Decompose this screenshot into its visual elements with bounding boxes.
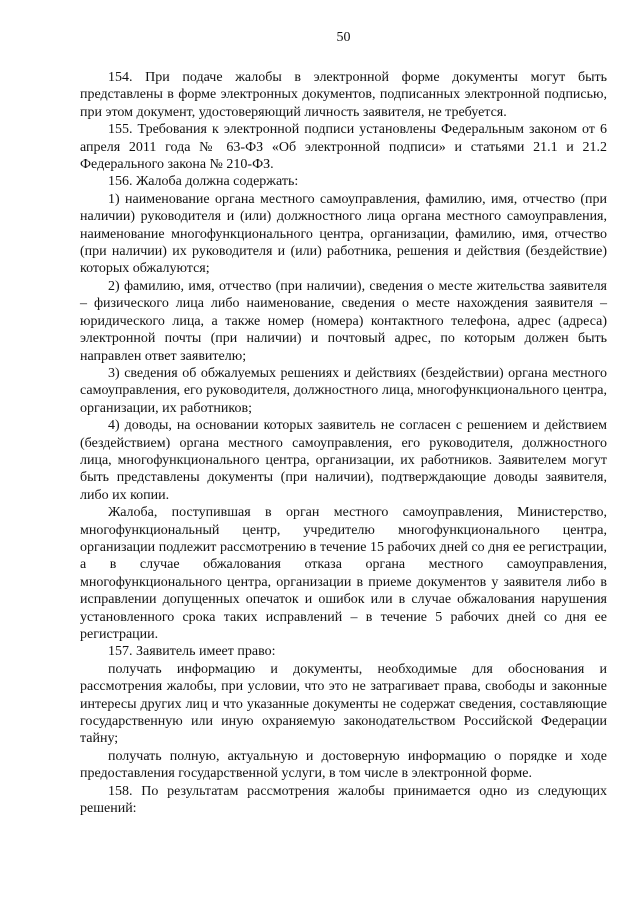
list-item-4: 4) доводы, на основании которых заявитель не согласен с решением и действием (бездействием) органа местного самоуправления, его руководителя, должностного лица, многофункционального центра, организации, их работников. Заявителем могут быть представлены документы (при наличии), подтверждающие доводы заявителя, либо их копии.: [80, 418, 607, 503]
list-item-3: 3) сведения об обжалуемых решениях и действиях (бездействии) органа местного самоуправления, его руководителя, должностного лица, многофункционального центра, организации, их работников;: [80, 365, 607, 416]
list-item-1: 1) наименование органа местного самоуправления, фамилию, имя, отчество (при наличии) руководителя и (или) должностного лица органа местного самоуправления, наименование многофункционального центра, организации, фамилию, имя, отчество (при наличии) их руководителя и (или) работника, решения и действия (бездействие) которых обжалуются;: [80, 191, 607, 277]
right-item-1: получать информацию и документы, необходимые для обоснования и рассмотрения жалобы, при условии, что это не затрагивает права, свободы и законные интересы других лиц и что указанные документы не содержат сведения, составляющие государственную или иную охраняемую законодательством Российской Федерации тайну;: [80, 661, 607, 747]
right-item-2: получать полную, актуальную и достоверную информацию о порядке и ходе предоставления государственной услуги, в том числе в электронной форме.: [80, 748, 607, 782]
page-number: 50: [336, 30, 351, 45]
paragraph-158: 158. По результатам рассмотрения жалобы принимается одно из следующих решений:: [80, 783, 607, 817]
paragraph-155: 155. Требования к электронной подписи установлены Федеральным законом от 6 апреля 2011 года № 63-ФЗ «Об электронной подписи» и статьями 21.1 и 21.2 Федерального закона № 210-ФЗ.: [80, 122, 607, 173]
paragraph-157: 157. Заявитель имеет право:: [108, 644, 276, 660]
list-item-2: 2) фамилию, имя, отчество (при наличии), сведения о месте жительства заявителя – физического лица либо наименование, сведения о месте нахождения заявителя – юридического лица, а также номер (номера) контактного телефона, адрес (адреса) электронной почты (при наличии) и почтовый адрес, по которым должен быть направлен ответ заявителю;: [80, 278, 607, 364]
paragraph-154: 154. При подаче жалобы в электронной форме документы могут быть представлены в форме электронных документов, подписанных электронной подписью, при этом документ, удостоверяющий личность заявителя, не требуется.: [80, 70, 607, 120]
paragraph-156: 156. Жалоба должна содержать:: [108, 174, 299, 190]
paragraph-complaint-review: Жалоба, поступившая в орган местного самоуправления, Министерство, многофункциональный центр, учредителю многофункционального центра, организации подлежит рассмотрению в течение 15 рабочих дней со дня ее регистрации, а в случае обжалования отказа органа местного самоуправления, многофункционального центра, организации в приеме документов у заявителя либо в исправлении допущенных опечаток и ошибок или в случае обжалования нарушения установленного срока таких исправлений – в течение 5 рабочих дней со дня ее регистрации.: [80, 505, 607, 642]
